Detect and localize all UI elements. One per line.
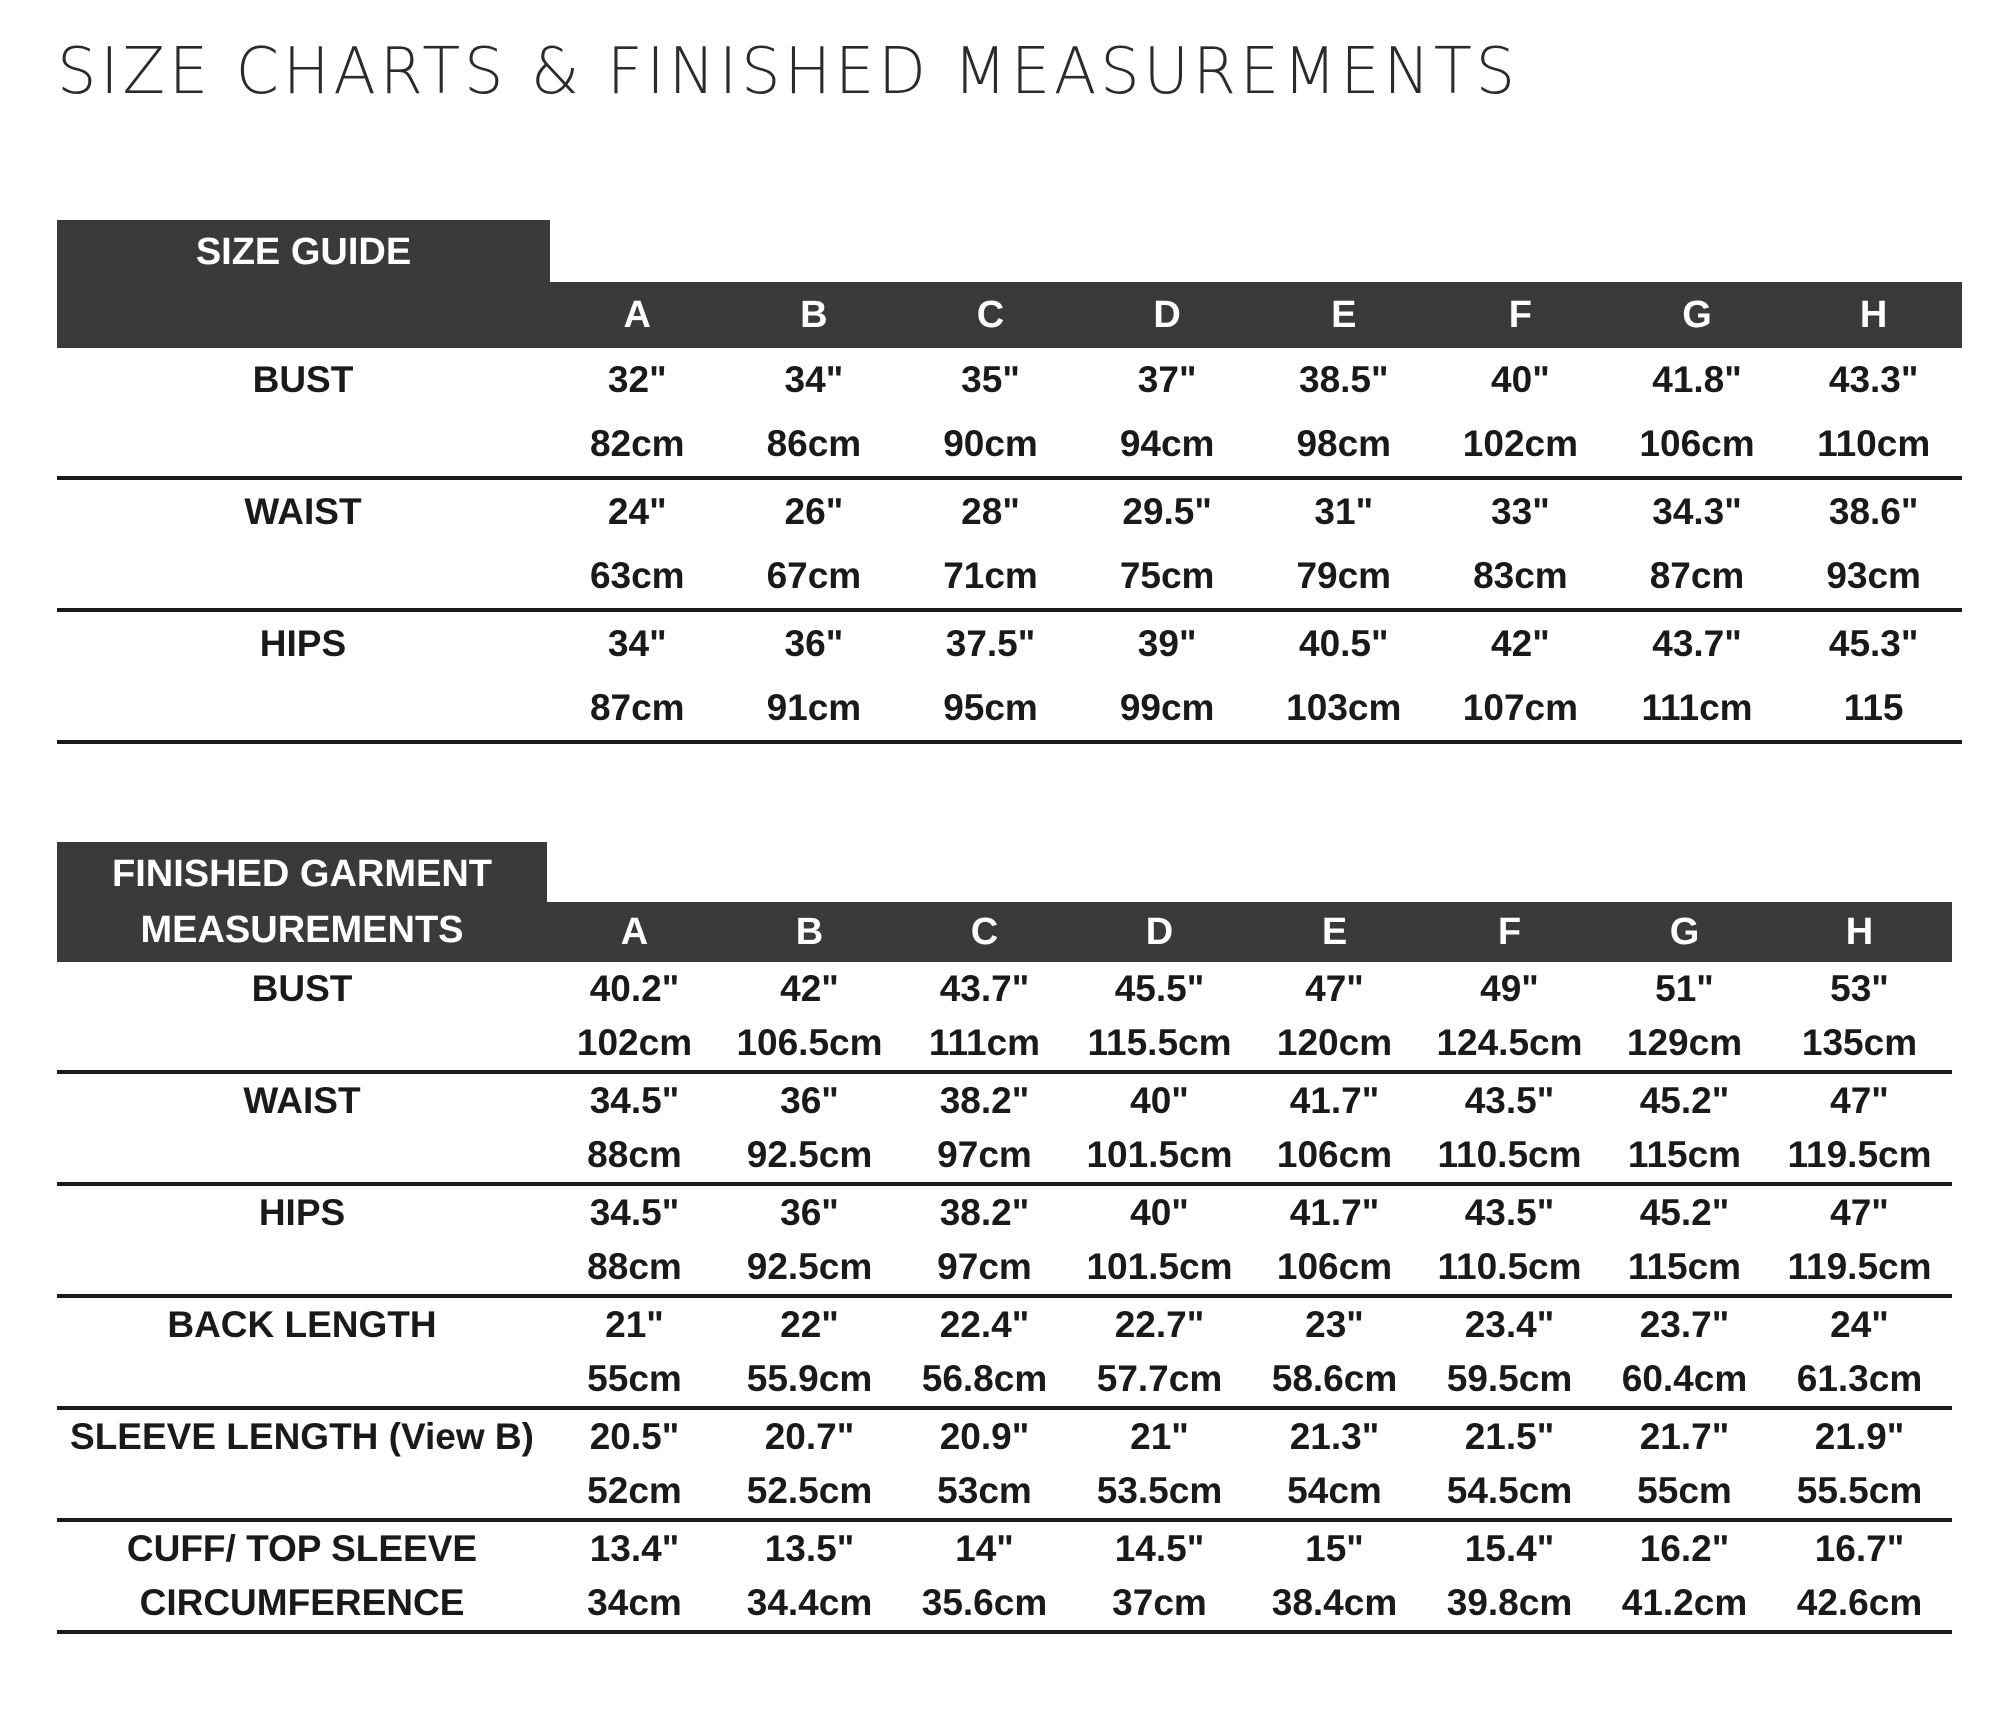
cm-value: 83cm [1473, 555, 1568, 596]
inch-value: 16.7" [1814, 1528, 1905, 1569]
table-row [57, 348, 1962, 480]
measurement-cell [902, 348, 1079, 476]
row-label [57, 962, 547, 1070]
cm-value: 52cm [587, 1470, 682, 1511]
row-label-line2 [297, 1246, 307, 1288]
row-label [57, 1522, 547, 1630]
cm-value: 115 [1843, 687, 1904, 728]
measurement-cell [547, 962, 722, 1070]
measurement-cell [1597, 1186, 1772, 1294]
cm-value: 90cm [943, 423, 1038, 464]
cm-value: 111cm [928, 1022, 1041, 1063]
finished-header-c: C [970, 910, 999, 953]
cm-value: 55.5cm [1796, 1470, 1923, 1511]
inch-value: 28" [961, 491, 1020, 532]
cm-value: 37cm [1112, 1582, 1207, 1623]
finished-header-h: H [1845, 910, 1874, 953]
cm-value: 53.5cm [1096, 1470, 1223, 1511]
measurement-cell [1785, 612, 1962, 740]
row-label-line1: CUFF/ TOP SLEEVE [126, 1528, 478, 1569]
measurement-cell [1772, 1410, 1947, 1518]
cm-value: 135cm [1801, 1022, 1918, 1063]
inch-value: 20.5" [589, 1416, 680, 1457]
cm-value: 92.5cm [746, 1246, 873, 1287]
cm-value: 79cm [1296, 555, 1392, 596]
cm-value: 34.4cm [746, 1582, 873, 1623]
row-label-spacer [298, 423, 308, 465]
inch-value: 21" [605, 1304, 664, 1345]
cm-value: 115cm [1627, 1134, 1742, 1175]
size-header-g: G [1682, 293, 1712, 336]
inch-value: 45.2" [1639, 1192, 1730, 1233]
measurement-cell [547, 1298, 722, 1406]
finished-header-b: B [795, 910, 824, 953]
cm-value: 119.5cm [1787, 1134, 1932, 1175]
inch-value: 22" [780, 1304, 839, 1345]
finished-measurements-table [57, 842, 1952, 1637]
finished-header-d: D [1145, 910, 1174, 953]
inch-value: 14.5" [1114, 1528, 1205, 1569]
measurement-cell [722, 1074, 897, 1182]
finished-header-e: E [1321, 910, 1348, 953]
inch-value: 31" [1314, 491, 1374, 532]
size-header-c: C [976, 293, 1005, 336]
finished-header-g: G [1669, 910, 1700, 953]
measurement-cell [1079, 480, 1256, 608]
measurement-cell [1422, 1186, 1597, 1294]
inch-value: 29.5" [1122, 491, 1212, 532]
inch-value: 23" [1305, 1304, 1364, 1345]
measurement-cell [722, 1410, 897, 1518]
measurement-cell [726, 348, 903, 476]
cm-value: 55cm [1637, 1470, 1732, 1511]
table-row [57, 1298, 1952, 1410]
inch-value: 36" [784, 623, 844, 664]
table-row [57, 1186, 1952, 1298]
measurement-cell [547, 1074, 722, 1182]
cm-value: 75cm [1119, 555, 1215, 596]
inch-value: 51" [1655, 968, 1714, 1009]
row-label-text: WAIST [244, 491, 362, 532]
measurement-cell [1255, 612, 1432, 740]
measurement-cell [1422, 962, 1597, 1070]
measurement-cell [1772, 1186, 1947, 1294]
inch-value: 43.7" [1652, 623, 1742, 664]
cm-value: 93cm [1826, 555, 1921, 596]
inch-value: 47" [1305, 968, 1364, 1009]
inch-value: 33" [1491, 491, 1550, 532]
cm-value: 106cm [1276, 1246, 1393, 1287]
table-row [57, 962, 1952, 1074]
measurement-cell [1609, 612, 1786, 740]
measurement-cell [1247, 962, 1422, 1070]
inch-value: 34.5" [589, 1080, 680, 1121]
inch-value: 40.2" [589, 968, 680, 1009]
inch-value: 21" [1130, 1416, 1189, 1457]
cm-value: 107cm [1462, 687, 1579, 728]
inch-value: 41.7" [1289, 1080, 1380, 1121]
measurement-cell [722, 1298, 897, 1406]
measurement-cell [1072, 1186, 1247, 1294]
inch-value: 22.7" [1114, 1304, 1205, 1345]
page-title: SIZE CHARTS & FINISHED MEASUREMENTS [57, 35, 1519, 109]
cm-value: 95cm [943, 687, 1038, 728]
inch-value: 42" [780, 968, 839, 1009]
inch-value: 37.5" [945, 623, 1036, 664]
inch-value: 21.9" [1814, 1416, 1905, 1457]
inch-value: 15.4" [1464, 1528, 1555, 1569]
inch-value: 43.7" [939, 968, 1030, 1009]
measurement-cell [897, 1074, 1072, 1182]
cm-value: 103cm [1286, 687, 1402, 728]
measurement-cell [549, 348, 726, 476]
inch-value: 34.3" [1652, 491, 1742, 532]
inch-value: 40" [1130, 1080, 1189, 1121]
cm-value: 55.9cm [746, 1358, 873, 1399]
inch-value: 24" [607, 491, 667, 532]
measurement-cell [1609, 348, 1786, 476]
inch-value: 20.7" [764, 1416, 855, 1457]
finished-header-f: F [1497, 910, 1522, 953]
measurement-cell [1247, 1410, 1422, 1518]
measurement-cell [1255, 480, 1432, 608]
row-label-text: BUST [252, 359, 354, 400]
inch-value: 15" [1305, 1528, 1364, 1569]
inch-value: 24" [1830, 1304, 1889, 1345]
cm-value: 94cm [1119, 423, 1215, 464]
measurement-cell [1422, 1522, 1597, 1630]
cm-value: 106cm [1639, 423, 1755, 464]
cm-value: 71cm [943, 555, 1038, 596]
inch-value: 43.5" [1464, 1192, 1555, 1233]
row-label-line1: SLEEVE LENGTH (View B) [70, 1416, 534, 1457]
inch-value: 45.2" [1639, 1080, 1730, 1121]
inch-value: 36" [780, 1080, 839, 1121]
row-label-spacer [298, 555, 308, 597]
inch-value: 49" [1480, 968, 1539, 1009]
inch-value: 38.6" [1828, 491, 1919, 532]
measurement-cell [1432, 348, 1609, 476]
measurement-cell [1597, 1298, 1772, 1406]
cm-value: 39.8cm [1446, 1582, 1573, 1623]
table-row [57, 612, 1962, 744]
size-header-e: E [1331, 293, 1357, 336]
measurement-cell [1609, 480, 1786, 608]
measurement-cell [549, 480, 726, 608]
cm-value: 61.3cm [1796, 1358, 1923, 1399]
inch-value: 38.2" [939, 1080, 1030, 1121]
measurement-cell [722, 1522, 897, 1630]
cm-value: 54.5cm [1446, 1470, 1573, 1511]
measurement-cell [726, 480, 903, 608]
cm-value: 110.5cm [1437, 1246, 1582, 1287]
cm-value: 91cm [766, 687, 862, 728]
measurement-cell [1255, 348, 1432, 476]
measurement-cell [722, 962, 897, 1070]
row-label [57, 1074, 547, 1182]
inch-value: 40" [1130, 1192, 1189, 1233]
cm-value: 56.8cm [921, 1358, 1048, 1399]
table-row [57, 1522, 1952, 1634]
inch-value: 21.5" [1464, 1416, 1555, 1457]
inch-value: 36" [780, 1192, 839, 1233]
measurement-cell [1247, 1186, 1422, 1294]
inch-value: 45.5" [1114, 968, 1205, 1009]
inch-value: 40.5" [1299, 623, 1389, 664]
cm-value: 129cm [1626, 1022, 1743, 1063]
inch-value: 22.4" [939, 1304, 1030, 1345]
inch-value: 16.2" [1639, 1528, 1730, 1569]
measurement-cell [1597, 1074, 1772, 1182]
measurement-cell [1432, 480, 1609, 608]
inch-value: 43.3" [1828, 359, 1919, 400]
cm-value: 63cm [589, 555, 685, 596]
row-label [57, 348, 549, 476]
inch-value: 41.8" [1652, 359, 1742, 400]
row-label-line2 [297, 1022, 307, 1064]
measurement-cell [1772, 1298, 1947, 1406]
measurement-cell [1422, 1074, 1597, 1182]
cm-value: 57.7cm [1096, 1358, 1223, 1399]
cm-value: 54cm [1287, 1470, 1382, 1511]
cm-value: 97cm [937, 1134, 1032, 1175]
cm-value: 97cm [937, 1246, 1032, 1287]
cm-value: 59.5cm [1446, 1358, 1573, 1399]
finished-header [547, 902, 1952, 962]
size-header-f: F [1508, 293, 1533, 336]
cm-value: 53cm [937, 1470, 1032, 1511]
inch-value: 13.5" [764, 1528, 855, 1569]
measurement-cell [722, 1186, 897, 1294]
cm-value: 102cm [576, 1022, 693, 1063]
row-label-spacer [298, 687, 308, 729]
inch-value: 23.4" [1464, 1304, 1555, 1345]
measurement-cell [1597, 1410, 1772, 1518]
measurement-cell [1247, 1074, 1422, 1182]
row-label-line2 [297, 1134, 307, 1176]
table-row [57, 480, 1962, 612]
measurement-cell [1247, 1522, 1422, 1630]
cm-value: 42.6cm [1796, 1582, 1923, 1623]
inch-value: 34.5" [589, 1192, 680, 1233]
row-label-line1: HIPS [258, 1192, 346, 1233]
cm-value: 86cm [766, 423, 862, 464]
inch-value: 26" [784, 491, 844, 532]
cm-value: 106.5cm [736, 1022, 883, 1063]
cm-value: 82cm [589, 423, 685, 464]
inch-value: 45.3" [1828, 623, 1919, 664]
cm-value: 119.5cm [1787, 1246, 1932, 1287]
cm-value: 88cm [587, 1246, 682, 1287]
cm-value: 101.5cm [1086, 1246, 1233, 1287]
measurement-cell [897, 1410, 1072, 1518]
inch-value: 21.7" [1639, 1416, 1730, 1457]
inch-value: 34" [784, 359, 844, 400]
measurement-cell [1785, 348, 1962, 476]
row-label [57, 480, 549, 608]
inch-value: 14" [955, 1528, 1014, 1569]
row-label-line2: CIRCUMFERENCE [139, 1582, 465, 1623]
table-row [57, 1410, 1952, 1522]
measurement-cell [549, 612, 726, 740]
inch-value: 34" [607, 623, 667, 664]
size-header-d: D [1153, 293, 1181, 336]
inch-value: 21.3" [1289, 1416, 1380, 1457]
cm-value: 87cm [1649, 555, 1745, 596]
cm-value: 35.6cm [921, 1582, 1048, 1623]
cm-value: 102cm [1462, 423, 1579, 464]
row-label [57, 1298, 547, 1406]
measurement-cell [1772, 1074, 1947, 1182]
size-header-h: H [1859, 293, 1888, 336]
cm-value: 67cm [766, 555, 862, 596]
cm-value: 92.5cm [746, 1134, 873, 1175]
measurement-cell [1072, 1522, 1247, 1630]
inch-value: 42" [1491, 623, 1550, 664]
inch-value: 43.5" [1464, 1080, 1555, 1121]
inch-value: 38.5" [1299, 359, 1389, 400]
cm-value: 101.5cm [1086, 1134, 1233, 1175]
measurement-cell [1072, 1298, 1247, 1406]
table-row [57, 1074, 1952, 1186]
measurement-cell [547, 1410, 722, 1518]
cm-value: 120cm [1276, 1022, 1393, 1063]
cm-value: 38.4cm [1271, 1582, 1398, 1623]
measurement-cell [1785, 480, 1962, 608]
inch-value: 35" [961, 359, 1020, 400]
measurement-cell [902, 480, 1079, 608]
row-label-line2 [297, 1470, 307, 1512]
cm-value: 88cm [587, 1134, 682, 1175]
measurement-cell [897, 1298, 1072, 1406]
row-label-line1: WAIST [243, 1080, 361, 1121]
cm-value: 87cm [589, 687, 685, 728]
cm-value: 60.4cm [1621, 1358, 1748, 1399]
measurement-cell [1422, 1410, 1597, 1518]
cm-value: 115cm [1627, 1246, 1742, 1287]
row-label [57, 612, 549, 740]
inch-value: 32" [607, 359, 667, 400]
inch-value: 53" [1830, 968, 1889, 1009]
measurement-cell [897, 962, 1072, 1070]
cm-value: 111cm [1641, 687, 1753, 728]
inch-value: 40" [1491, 359, 1550, 400]
measurement-cell [897, 1522, 1072, 1630]
size-guide-header [57, 282, 1962, 348]
measurement-cell [1079, 348, 1256, 476]
row-label-line2 [297, 1358, 307, 1400]
inch-value: 37" [1137, 359, 1197, 400]
measurement-cell [1772, 1522, 1947, 1630]
measurement-cell [897, 1186, 1072, 1294]
measurement-cell [1422, 1298, 1597, 1406]
inch-value: 47" [1830, 1192, 1889, 1233]
finished-header-a: A [620, 910, 649, 953]
measurement-cell [726, 612, 903, 740]
inch-value: 20.9" [939, 1416, 1030, 1457]
measurement-cell [1079, 612, 1256, 740]
row-label-line1: BUST [251, 968, 353, 1009]
measurement-cell [1597, 962, 1772, 1070]
size-header-b: B [800, 293, 828, 336]
cm-value: 52.5cm [746, 1470, 873, 1511]
row-label-line1: BACK LENGTH [167, 1304, 437, 1345]
measurement-cell [547, 1522, 722, 1630]
inch-value: 23.7" [1639, 1304, 1730, 1345]
cm-value: 98cm [1296, 423, 1392, 464]
measurement-cell [1072, 962, 1247, 1070]
cm-value: 34cm [587, 1582, 682, 1623]
size-guide-table [57, 220, 1962, 745]
measurement-cell [1772, 962, 1947, 1070]
measurement-cell [1247, 1298, 1422, 1406]
inch-value: 39" [1137, 623, 1197, 664]
inch-value: 47" [1830, 1080, 1889, 1121]
cm-value: 110.5cm [1437, 1134, 1582, 1175]
inch-value: 13.4" [589, 1528, 680, 1569]
measurement-cell [1072, 1074, 1247, 1182]
row-label-text: HIPS [259, 623, 347, 664]
cm-value: 106cm [1276, 1134, 1393, 1175]
measurement-cell [1072, 1410, 1247, 1518]
inch-value: 38.2" [939, 1192, 1030, 1233]
cm-value: 124.5cm [1436, 1022, 1583, 1063]
row-label [57, 1186, 547, 1294]
measurement-cell [1597, 1522, 1772, 1630]
cm-value: 58.6cm [1271, 1358, 1398, 1399]
measurement-cell [902, 612, 1079, 740]
row-label [57, 1410, 547, 1518]
measurement-cell [547, 1186, 722, 1294]
size-guide-label: SIZE GUIDE [57, 220, 550, 284]
measurement-cell [1432, 612, 1609, 740]
cm-value: 99cm [1119, 687, 1215, 728]
inch-value: 41.7" [1289, 1192, 1380, 1233]
finished-measurements-label: FINISHED GARMENT MEASUREMENTS [57, 842, 547, 962]
cm-value: 115.5cm [1087, 1022, 1232, 1063]
cm-value: 55cm [587, 1358, 682, 1399]
cm-value: 41.2cm [1621, 1582, 1748, 1623]
cm-value: 110cm [1817, 423, 1931, 464]
size-header-a: A [623, 293, 651, 336]
